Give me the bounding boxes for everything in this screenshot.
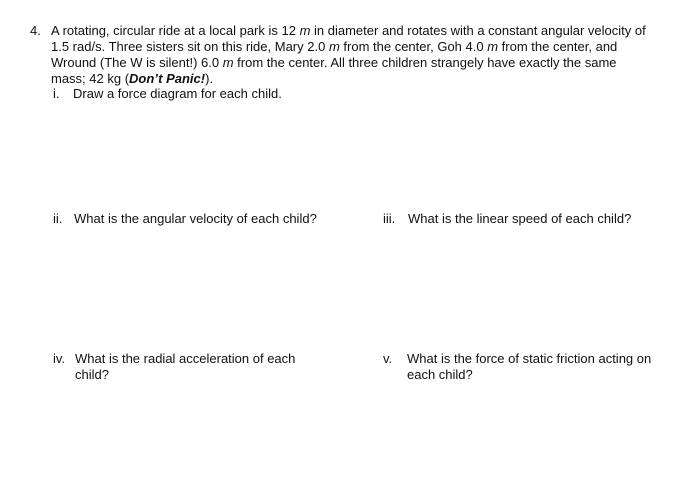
part-i: [53, 86, 453, 102]
part-iv-numeral: iv.: [53, 351, 66, 366]
part-iii-numeral: iii.: [383, 211, 396, 226]
part-iii: [383, 211, 683, 227]
question-number: 4.: [30, 23, 41, 38]
part-ii-text: What is the angular velocity of each child?: [74, 211, 317, 226]
part-v: [383, 351, 673, 383]
question-4: [30, 23, 650, 87]
question-intro: [51, 23, 650, 87]
part-iv: [53, 351, 323, 383]
part-v-text: What is the force of static friction acting on each child?: [407, 351, 652, 382]
part-i-numeral: i.: [53, 86, 60, 101]
part-ii-numeral: ii.: [53, 211, 63, 226]
part-iii-text: What is the linear speed of each child?: [408, 211, 632, 226]
part-i-text: Draw a force diagram for each child.: [73, 86, 282, 101]
question-intro-text: A rotating, circular ride at a local park is 12 m in diameter and rotates with a constant angular velocity of 1.5 rad/s. Three sisters sit on this ride, Mary 2.0 m from the center, Goh 4.0 m from the center, and Wround (The W is silent!) 6.0 m from the center. All three children strangely have exactly the same mass; 42 kg (Don’t Panic!).: [51, 23, 646, 86]
part-ii: [53, 211, 353, 227]
part-v-numeral: v.: [383, 351, 393, 366]
part-iv-text: What is the radial acceleration of each child?: [75, 351, 296, 382]
